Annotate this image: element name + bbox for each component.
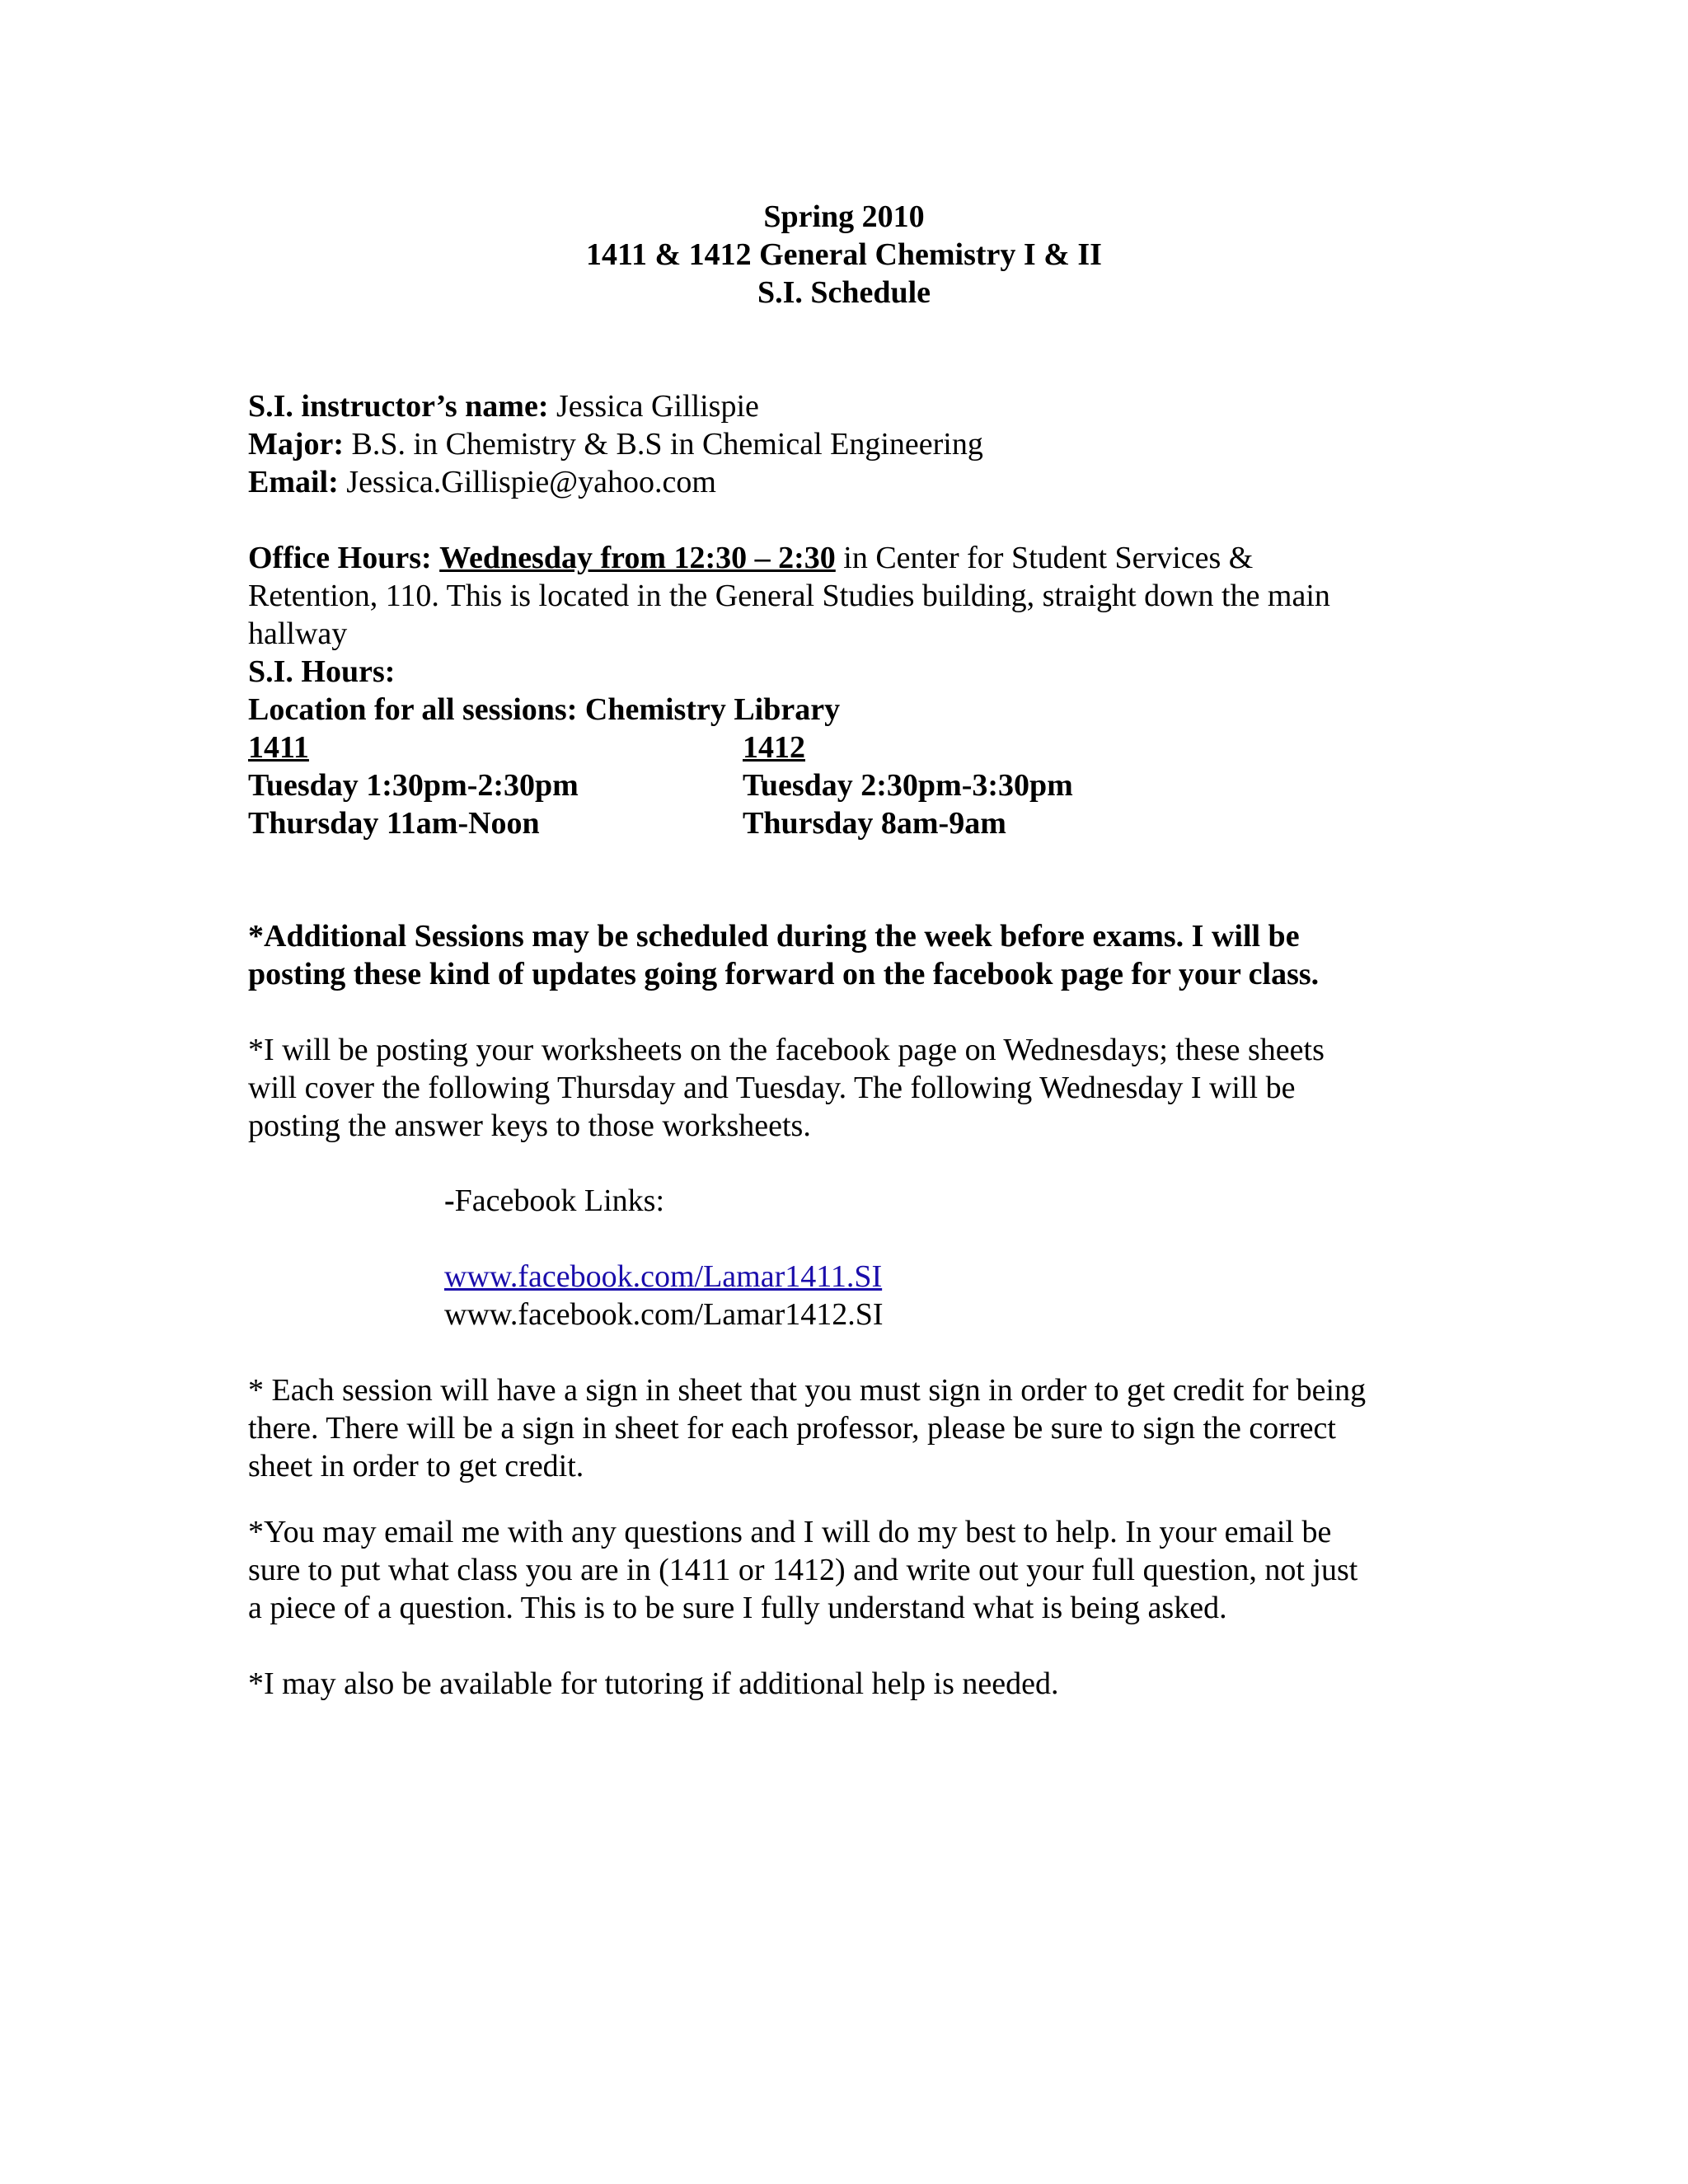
note-line: posting the answer keys to those worksheets. <box>248 1108 811 1143</box>
schedule-row <box>248 804 1443 842</box>
note-line: *Additional Sessions may be scheduled during the week before exams. I will be <box>248 919 1300 954</box>
facebook-links-label <box>444 1182 664 1220</box>
note-line: posting these kind of updates going forward on the facebook page for your class. <box>248 957 1320 991</box>
email-value: Jessica.Gillispie@yahoo.com <box>346 465 716 499</box>
course-1411-heading: 1411 <box>248 730 309 765</box>
note-line: sheet in order to get credit. <box>248 1449 584 1483</box>
document-header <box>0 198 1688 312</box>
si-location: Location for all sessions: Chemistry Library <box>248 692 841 727</box>
worksheets-note <box>248 1031 1443 1145</box>
note-line: will cover the following Thursday and Tuesday. The following Wednesday I will be <box>248 1071 1296 1105</box>
office-hours-label: Office Hours: <box>248 541 432 575</box>
sign-in-note <box>248 1371 1443 1485</box>
dash: - <box>444 1183 455 1218</box>
note-line: *I will be posting your worksheets on the facebook page on Wednesdays; these sheets <box>248 1033 1325 1067</box>
office-hours-time: Wednesday from 12:30 – 2:30 <box>439 541 836 575</box>
major-label: Major: <box>248 427 345 462</box>
office-hours <box>248 539 1443 842</box>
note-line: *I may also be available for tutoring if additional help is needed. <box>248 1666 1059 1701</box>
office-hours-location-end: hallway <box>248 616 348 651</box>
office-hours-location: Retention, 110. This is located in the General Studies building, straight down the main <box>248 579 1330 613</box>
note-line: a piece of a question. This is to be sure I fully understand what is being asked. <box>248 1591 1227 1625</box>
semester-title: Spring 2010 <box>763 199 925 234</box>
note-line: there. There will be a sign in sheet for each professor, please be sure to sign the correct <box>248 1411 1336 1446</box>
schedule-cell: Thursday 8am-9am <box>743 806 1006 841</box>
note-line: *You may email me with any questions and I will do my best to help. In your email be <box>248 1515 1332 1549</box>
major-value: B.S. in Chemistry & B.S in Chemical Engineering <box>351 427 983 462</box>
additional-sessions-note <box>248 917 1443 993</box>
office-hours-text: in Center for Student Services & <box>843 541 1254 575</box>
schedule-cell: Tuesday 2:30pm-3:30pm <box>743 768 1073 803</box>
schedule-title: S.I. Schedule <box>757 275 931 310</box>
facebook-link-1412: www.facebook.com/Lamar1412.SI <box>444 1297 884 1332</box>
course-title: 1411 & 1412 General Chemistry I & II <box>586 237 1102 272</box>
email-note <box>248 1513 1443 1627</box>
facebook-link-1411[interactable]: www.facebook.com/Lamar1411.SI <box>444 1259 883 1294</box>
facebook-label: Facebook Links: <box>454 1183 665 1218</box>
schedule-header-row <box>248 729 1443 766</box>
facebook-links <box>444 1258 884 1333</box>
schedule-row <box>248 766 1443 804</box>
si-hours-label: S.I. Hours: <box>248 654 396 689</box>
schedule-cell: Thursday 11am-Noon <box>248 806 540 841</box>
instructor-info <box>248 387 1443 501</box>
course-1412-heading: 1412 <box>743 730 805 765</box>
instructor-name: Jessica Gillispie <box>556 389 759 424</box>
note-line: * Each session will have a sign in sheet that you must sign in order to get credit for being <box>248 1373 1367 1408</box>
email-label: Email: <box>248 465 339 499</box>
instructor-name-label: S.I. instructor’s name: <box>248 389 549 424</box>
note-line: sure to put what class you are in (1411 or 1412) and write out your full question, not just <box>248 1553 1358 1587</box>
schedule-cell: Tuesday 1:30pm-2:30pm <box>248 768 579 803</box>
tutoring-note <box>248 1665 1443 1703</box>
